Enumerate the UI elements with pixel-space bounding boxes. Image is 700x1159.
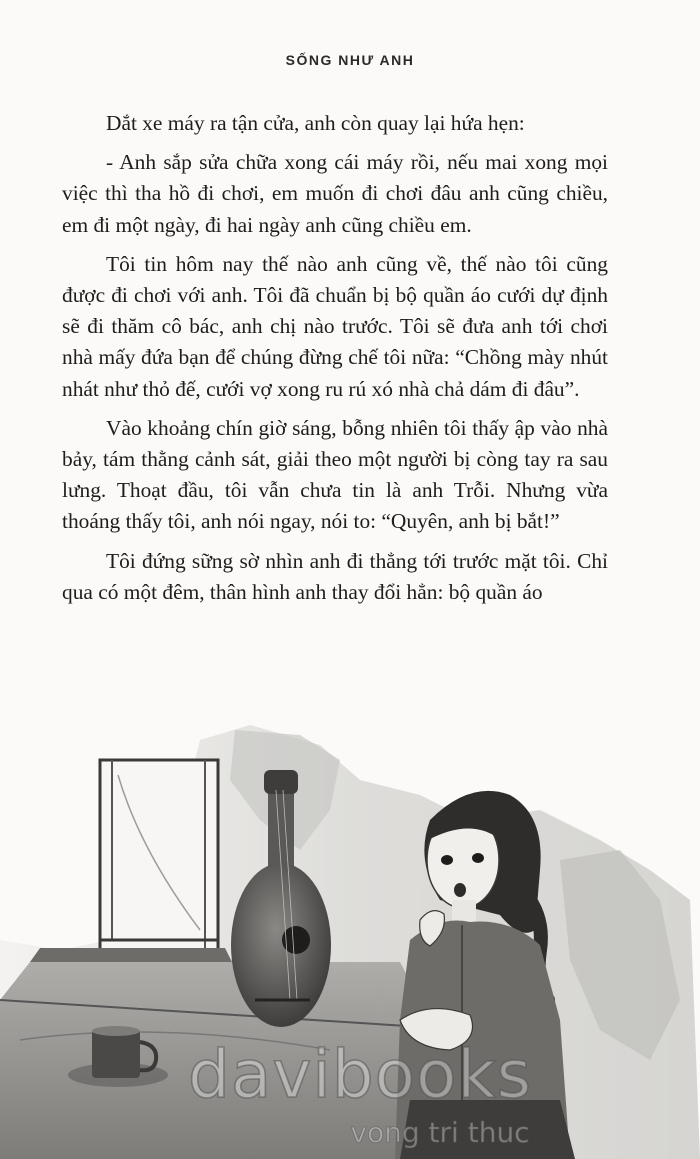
paragraph-4: Vào khoảng chín giờ sáng, bỗng nhiên tôi thấy ập vào nhà bảy, tám thằng cảnh sát, giải theo một người bị còng tay ra sau lưng. Thoạt đầu, tôi vẫn chưa tin là anh Trỗi. Nhưng vừa thoáng thấy tôi, anh nói ngay, nói to: “Quyên, anh bị bắt!” bbox=[62, 415, 608, 534]
paragraph-3: Tôi tin hôm nay thế nào anh cũng về, thế nào tôi cũng được đi chơi với anh. Tôi đã chuẩn bị bộ quần áo cưới dự định sẽ đi thăm cô bác, anh chị nào trước. Tôi sẽ đưa anh tới chơi nhà mấy đứa bạn để chúng đừng chế tôi nữa: “Chồng mày nhút nhát như thỏ đế, cưới vợ xong ru rú xó nhà chả dám đi đâu”. bbox=[62, 251, 608, 401]
paragraph-2: - Anh sắp sửa chữa xong cái máy rồi, nếu mai xong mọi việc thì tha hồ đi chơi, em muốn đi chơi đâu anh cũng chiều, em đi một ngày, đi hai ngày anh cũng chiều em. bbox=[62, 150, 608, 237]
watermark-brand: davibooks bbox=[188, 1036, 532, 1113]
body-text bbox=[62, 108, 608, 616]
window-frame-icon bbox=[30, 760, 232, 962]
running-header: SỐNG NHƯ ANH bbox=[285, 52, 415, 68]
paragraph-5: Tôi đứng sững sờ nhìn anh đi thẳng tới trước mặt tôi. Chỉ qua có một đêm, thân hình anh thay đổi hẳn: bộ quần áo bbox=[62, 548, 608, 604]
watermark-tagline: vong tri thuc bbox=[350, 1116, 530, 1149]
paragraph-1: Dắt xe máy ra tận cửa, anh còn quay lại hứa hẹn: bbox=[106, 111, 525, 135]
